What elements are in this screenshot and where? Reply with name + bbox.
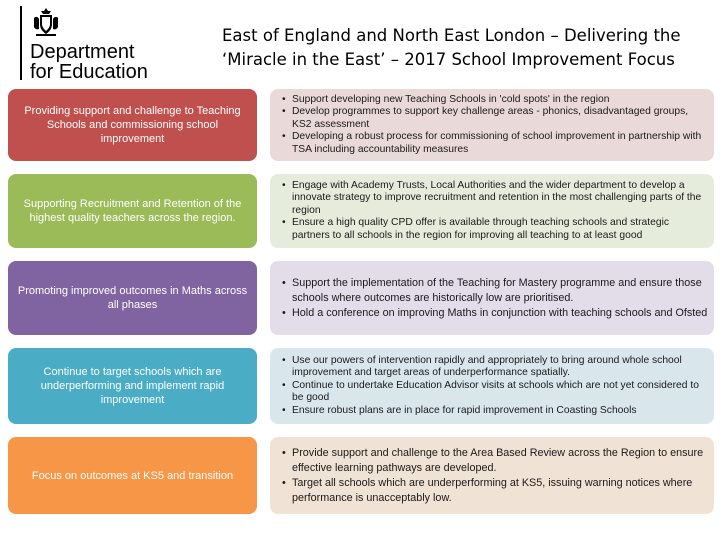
focus-actions-list [282, 355, 708, 418]
focus-row-ks5 [8, 437, 714, 514]
focus-heading: Supporting Recruitment and Retention of the highest quality teachers across the region. [23, 198, 242, 224]
focus-heading: Providing support and challenge to Teaching Schools and commissioning school improvement [24, 105, 241, 145]
focus-row-maths [8, 261, 714, 335]
focus-row-recruitment [8, 174, 714, 248]
royal-crest-icon [30, 6, 62, 38]
action-bullet: • Support developing new Teaching Schools in 'cold spots' in the region [282, 94, 708, 107]
action-bullet: • Ensure robust plans are in place for rapid improvement in Coasting Schools [282, 405, 708, 418]
action-bullet: • Hold a conference on improving Maths in conjunction with teaching schools and Ofsted [282, 306, 708, 321]
focus-actions-box [270, 89, 714, 161]
action-bullet: • Ensure a high quality CPD offer is available through teaching schools and strategic partners to all schools in the region for improving all teaching to at least good [282, 217, 708, 242]
focus-heading-box [8, 261, 257, 335]
action-bullet: • Developing a robust process for commissioning of school improvement in partnership with TSA including accountability measures [282, 131, 708, 156]
focus-actions-list [282, 446, 708, 506]
action-bullet: • Support the implementation of the Teaching for Mastery programme and ensure those schools where outcomes are historically low are prioritised. [282, 276, 708, 306]
title-line-1: East of England and North East London – Delivering the [222, 26, 681, 45]
focus-actions-list [282, 276, 708, 321]
logo-divider [20, 6, 22, 80]
focus-actions-box [270, 348, 714, 424]
focus-heading: Continue to target schools which are underperforming and implement rapid improvement [40, 366, 225, 406]
logo-text-department: Department [30, 41, 135, 63]
focus-actions-box [270, 437, 714, 514]
action-bullet: • Target all schools which are underperforming at KS5, issuing warning notices where performance is unacceptably low. [282, 476, 708, 506]
action-bullet: • Continue to undertake Education Advisor visits at schools which are not yet considered to be good [282, 380, 708, 405]
focus-actions-list [282, 94, 708, 157]
focus-actions-list [282, 180, 708, 243]
focus-heading-box [8, 89, 257, 161]
focus-heading: Promoting improved outcomes in Maths across all phases [17, 285, 248, 311]
focus-actions-box [270, 174, 714, 248]
focus-heading-box [8, 437, 257, 514]
focus-row-underperforming [8, 348, 714, 424]
focus-heading-box [8, 348, 257, 424]
action-bullet: • Develop programmes to support key challenge areas - phonics, disadvantaged groups, KS2 assessment [282, 106, 708, 131]
title-line-2: ‘Miracle in the East’ – 2017 School Improvement Focus [222, 50, 675, 69]
logo-text-for-education: for Education [30, 61, 148, 83]
action-bullet: • Provide support and challenge to the Area Based Review across the Region to ensure effective learning pathways are developed. [282, 446, 708, 476]
action-bullet: • Use our powers of intervention rapidly and appropriately to bring around whole school improvement and target areas of underperformance spatially. [282, 355, 708, 380]
focus-actions-box [270, 261, 714, 335]
dfe-logo [20, 6, 160, 83]
action-bullet: • Engage with Academy Trusts, Local Authorities and the wider department to develop a innovate strategy to improve recruitment and retention in the most challenging parts of the region [282, 180, 708, 218]
focus-heading: Focus on outcomes at KS5 and transition [31, 469, 234, 482]
page-title [222, 24, 692, 72]
focus-heading-box [8, 174, 257, 248]
focus-row-teaching-schools [8, 89, 714, 161]
